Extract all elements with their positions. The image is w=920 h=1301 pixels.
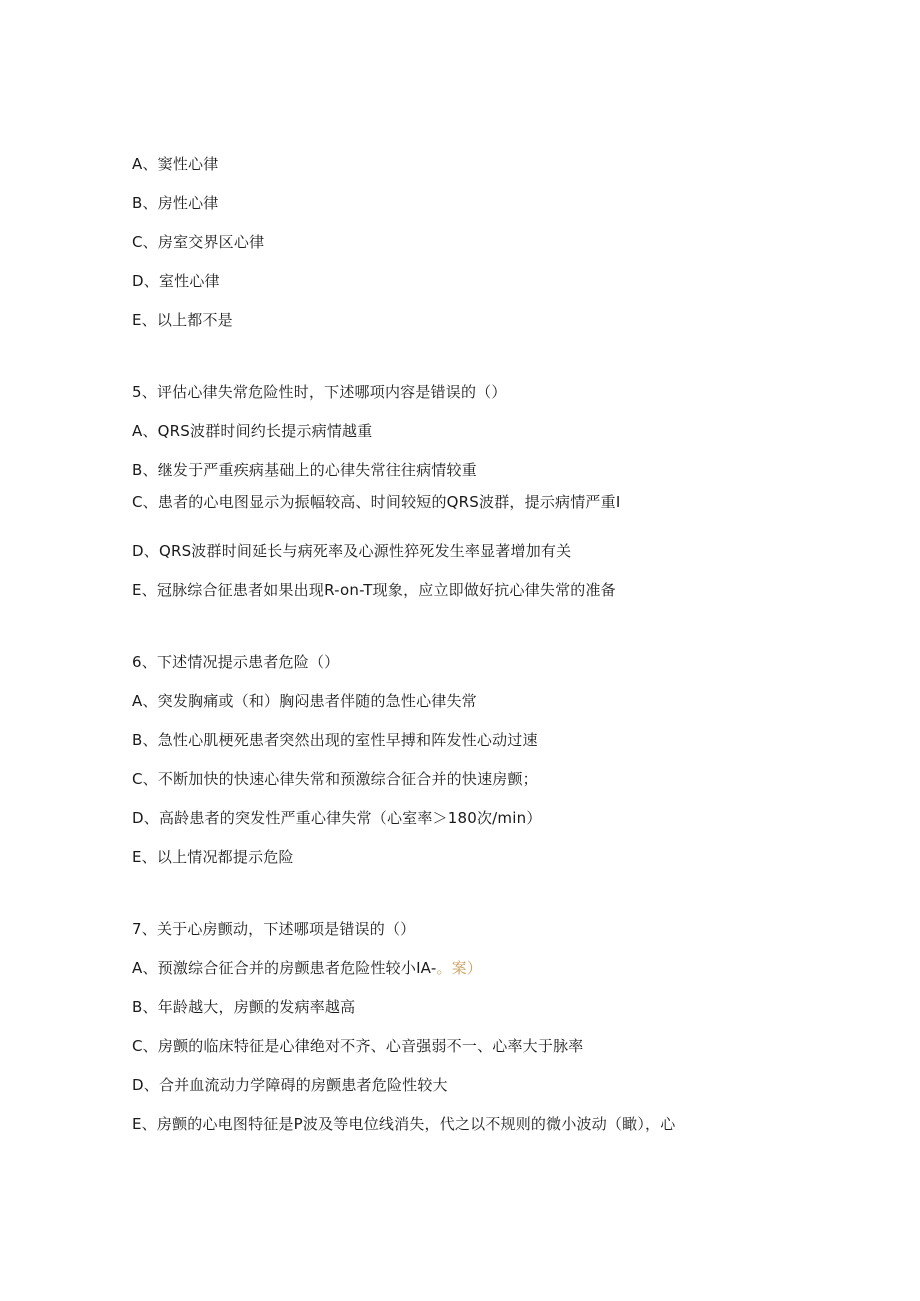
q7-option-b: B、年龄越大，房颤的发病率越高 bbox=[132, 998, 356, 1016]
q7-option-a bbox=[132, 958, 482, 978]
q7-question: 7、关于心房颤动，下述哪项是错误的（） bbox=[132, 920, 416, 938]
q6-option-c: C、不断加快的快速心律失常和预激综合征合并的快速房颤； bbox=[132, 770, 538, 788]
q7-option-a-answer-mark: 。案） bbox=[436, 959, 483, 977]
q5-option-c: C、患者的心电图显示为振幅较高、时间较短的QRS波群，提示病情严重I bbox=[132, 493, 621, 511]
q4-option-a: A、窦性心律 bbox=[132, 155, 219, 173]
q6-question: 6、下述情况提示患者危险（） bbox=[132, 653, 340, 671]
q7-option-a-text: A、预激综合征合并的房颤患者危险性较小IA- bbox=[132, 959, 437, 977]
q6-option-e: E、以上情况都提示危险 bbox=[132, 848, 294, 866]
q7-option-c: C、房颤的临床特征是心律绝对不齐、心音强弱不一、心率大于脉率 bbox=[132, 1037, 584, 1055]
q6-option-d: D、高龄患者的突发性严重心律失常（心室率＞180次/min） bbox=[132, 809, 542, 827]
q6-option-a: A、突发胸痛或（和）胸闷患者伴随的急性心律失常 bbox=[132, 692, 477, 710]
q4-option-c: C、房室交界区心律 bbox=[132, 233, 265, 251]
q4-option-e: E、以上都不是 bbox=[132, 311, 233, 329]
q5-option-b: B、继发于严重疾病基础上的心律失常往往病情较重 bbox=[132, 461, 477, 479]
q7-option-e: E、房颤的心电图特征是P波及等电位线消失，代之以不规则的微小波动（瞰），心 bbox=[132, 1115, 676, 1133]
q5-option-d: D、QRS波群时间延长与病死率及心源性猝死发生率显著增加有关 bbox=[132, 542, 572, 560]
q7-option-d: D、合并血流动力学障碍的房颤患者危险性较大 bbox=[132, 1076, 448, 1094]
q5-option-a: A、QRS波群时间约长提示病情越重 bbox=[132, 422, 373, 440]
q6-option-b: B、急性心肌梗死患者突然出现的室性早搏和阵发性心动过速 bbox=[132, 731, 538, 749]
q5-option-e: E、冠脉综合征患者如果出现R-on-T现象，应立即做好抗心律失常的准备 bbox=[132, 581, 616, 599]
q4-option-b: B、房性心律 bbox=[132, 194, 219, 212]
q5-question: 5、评估心律失常危险性时，下述哪项内容是错误的（） bbox=[132, 383, 507, 401]
q4-option-d: D、室性心律 bbox=[132, 272, 220, 290]
